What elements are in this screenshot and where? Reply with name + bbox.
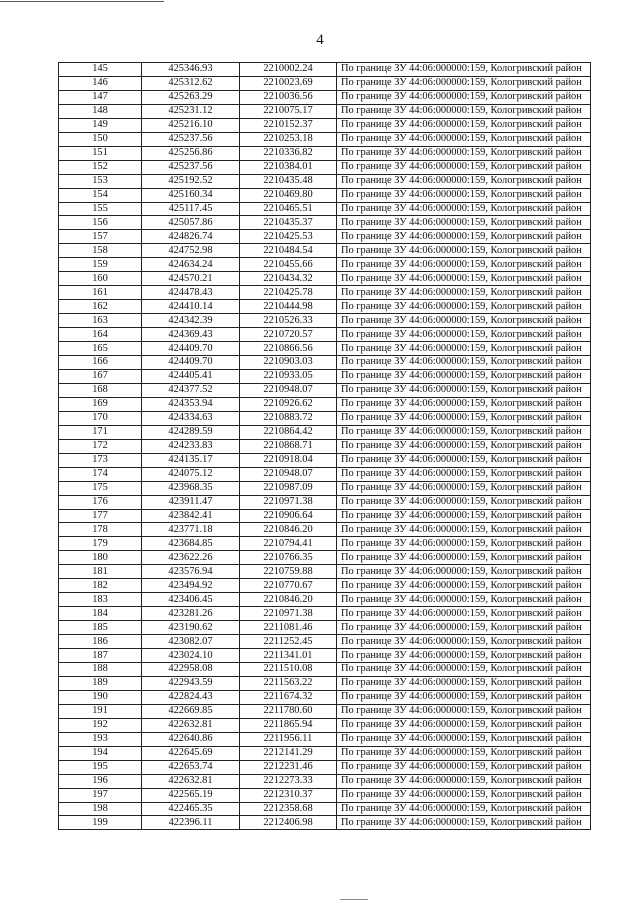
table-row	[59, 244, 591, 258]
x-coordinate-cell: 423281.26	[142, 607, 240, 621]
y-coordinate-cell: 2210918.04	[240, 453, 337, 467]
x-coordinate-cell: 423684.85	[142, 537, 240, 551]
x-coordinate-cell: 424342.39	[142, 314, 240, 328]
table-row	[59, 662, 591, 676]
point-number-cell: 174	[59, 467, 142, 481]
boundary-description-cell: По границе ЗУ 44:06:000000:159, Кологривский район	[337, 523, 591, 537]
boundary-description-cell: По границе ЗУ 44:06:000000:159, Кологривский район	[337, 816, 591, 830]
table-row	[59, 314, 591, 328]
y-coordinate-cell: 2210770.67	[240, 579, 337, 593]
boundary-description-cell: По границе ЗУ 44:06:000000:159, Кологривский район	[337, 509, 591, 523]
x-coordinate-cell: 424289.59	[142, 425, 240, 439]
table-row	[59, 188, 591, 202]
y-coordinate-cell: 2210425.53	[240, 230, 337, 244]
y-coordinate-cell: 2211956.11	[240, 732, 337, 746]
point-number-cell: 167	[59, 369, 142, 383]
point-number-cell: 186	[59, 635, 142, 649]
x-coordinate-cell: 425057.86	[142, 216, 240, 230]
point-number-cell: 159	[59, 258, 142, 272]
point-number-cell: 151	[59, 146, 142, 160]
table-row	[59, 160, 591, 174]
point-number-cell: 196	[59, 774, 142, 788]
y-coordinate-cell: 2211780.60	[240, 704, 337, 718]
boundary-description-cell: По границе ЗУ 44:06:000000:159, Кологривский район	[337, 579, 591, 593]
x-coordinate-cell: 422824.43	[142, 690, 240, 704]
table-row	[59, 676, 591, 690]
table-row	[59, 63, 591, 77]
boundary-description-cell: По границе ЗУ 44:06:000000:159, Кологривский район	[337, 690, 591, 704]
y-coordinate-cell: 2211563.22	[240, 676, 337, 690]
x-coordinate-cell: 422465.35	[142, 802, 240, 816]
boundary-description-cell: По границе ЗУ 44:06:000000:159, Кологривский район	[337, 342, 591, 356]
table-row	[59, 230, 591, 244]
boundary-description-cell: По границе ЗУ 44:06:000000:159, Кологривский район	[337, 649, 591, 663]
boundary-description-cell: По границе ЗУ 44:06:000000:159, Кологривский район	[337, 188, 591, 202]
point-number-cell: 176	[59, 495, 142, 509]
table-row	[59, 397, 591, 411]
x-coordinate-cell: 422669.85	[142, 704, 240, 718]
y-coordinate-cell: 2210036.56	[240, 90, 337, 104]
point-number-cell: 148	[59, 104, 142, 118]
table-row	[59, 328, 591, 342]
y-coordinate-cell: 2212406.98	[240, 816, 337, 830]
table-row	[59, 300, 591, 314]
table-row	[59, 202, 591, 216]
table-row	[59, 593, 591, 607]
x-coordinate-cell: 423968.35	[142, 481, 240, 495]
table-row	[59, 788, 591, 802]
table-row	[59, 746, 591, 760]
table-row	[59, 258, 591, 272]
point-number-cell: 190	[59, 690, 142, 704]
boundary-description-cell: По границе ЗУ 44:06:000000:159, Кологривский район	[337, 383, 591, 397]
y-coordinate-cell: 2210883.72	[240, 411, 337, 425]
y-coordinate-cell: 2210948.07	[240, 383, 337, 397]
boundary-description-cell: По границе ЗУ 44:06:000000:159, Кологривский район	[337, 746, 591, 760]
table-row	[59, 146, 591, 160]
point-number-cell: 170	[59, 411, 142, 425]
x-coordinate-cell: 424135.17	[142, 453, 240, 467]
coordinates-table	[58, 62, 591, 830]
point-number-cell: 180	[59, 551, 142, 565]
table-row	[59, 579, 591, 593]
boundary-description-cell: По границе ЗУ 44:06:000000:159, Кологривский район	[337, 300, 591, 314]
point-number-cell: 152	[59, 160, 142, 174]
table-row	[59, 774, 591, 788]
y-coordinate-cell: 2210948.07	[240, 467, 337, 481]
x-coordinate-cell: 423911.47	[142, 495, 240, 509]
table-row	[59, 565, 591, 579]
table-row	[59, 649, 591, 663]
x-coordinate-cell: 422565.19	[142, 788, 240, 802]
boundary-description-cell: По границе ЗУ 44:06:000000:159, Кологривский район	[337, 621, 591, 635]
boundary-description-cell: По границе ЗУ 44:06:000000:159, Кологривский район	[337, 774, 591, 788]
y-coordinate-cell: 2210435.37	[240, 216, 337, 230]
point-number-cell: 164	[59, 328, 142, 342]
y-coordinate-cell: 2210933.05	[240, 369, 337, 383]
y-coordinate-cell: 2212231.46	[240, 760, 337, 774]
point-number-cell: 185	[59, 621, 142, 635]
x-coordinate-cell: 424570.21	[142, 272, 240, 286]
table-row	[59, 467, 591, 481]
y-coordinate-cell: 2210023.69	[240, 76, 337, 90]
table-row	[59, 495, 591, 509]
y-coordinate-cell: 2212273.33	[240, 774, 337, 788]
table-row	[59, 342, 591, 356]
point-number-cell: 194	[59, 746, 142, 760]
point-number-cell: 157	[59, 230, 142, 244]
y-coordinate-cell: 2211674.32	[240, 690, 337, 704]
boundary-description-cell: По границе ЗУ 44:06:000000:159, Кологривский район	[337, 411, 591, 425]
x-coordinate-cell: 424634.24	[142, 258, 240, 272]
point-number-cell: 197	[59, 788, 142, 802]
table-row	[59, 732, 591, 746]
x-coordinate-cell: 424826.74	[142, 230, 240, 244]
y-coordinate-cell: 2212310.37	[240, 788, 337, 802]
y-coordinate-cell: 2210384.01	[240, 160, 337, 174]
table-row	[59, 132, 591, 146]
boundary-description-cell: По границе ЗУ 44:06:000000:159, Кологривский район	[337, 425, 591, 439]
point-number-cell: 155	[59, 202, 142, 216]
table-row	[59, 216, 591, 230]
table-row	[59, 607, 591, 621]
y-coordinate-cell: 2210766.35	[240, 551, 337, 565]
x-coordinate-cell: 422632.81	[142, 774, 240, 788]
y-coordinate-cell: 2210455.66	[240, 258, 337, 272]
boundary-description-cell: По границе ЗУ 44:06:000000:159, Кологривский район	[337, 230, 591, 244]
table-row	[59, 690, 591, 704]
table-row	[59, 104, 591, 118]
table-row	[59, 509, 591, 523]
x-coordinate-cell: 423842.41	[142, 509, 240, 523]
boundary-description-cell: По границе ЗУ 44:06:000000:159, Кологривский район	[337, 635, 591, 649]
x-coordinate-cell: 423082.07	[142, 635, 240, 649]
x-coordinate-cell: 425237.56	[142, 132, 240, 146]
y-coordinate-cell: 2210002.24	[240, 63, 337, 77]
y-coordinate-cell: 2210434.32	[240, 272, 337, 286]
point-number-cell: 163	[59, 314, 142, 328]
boundary-description-cell: По границе ЗУ 44:06:000000:159, Кологривский район	[337, 788, 591, 802]
x-coordinate-cell: 422958.08	[142, 662, 240, 676]
y-coordinate-cell: 2211252.45	[240, 635, 337, 649]
boundary-description-cell: По границе ЗУ 44:06:000000:159, Кологривский район	[337, 676, 591, 690]
y-coordinate-cell: 2210720.57	[240, 328, 337, 342]
point-number-cell: 169	[59, 397, 142, 411]
point-number-cell: 178	[59, 523, 142, 537]
table-row	[59, 481, 591, 495]
coordinates-table-body	[59, 63, 591, 830]
boundary-description-cell: По границе ЗУ 44:06:000000:159, Кологривский район	[337, 453, 591, 467]
x-coordinate-cell: 425256.86	[142, 146, 240, 160]
boundary-description-cell: По границе ЗУ 44:06:000000:159, Кологривский район	[337, 314, 591, 328]
point-number-cell: 175	[59, 481, 142, 495]
table-row	[59, 704, 591, 718]
table-row	[59, 523, 591, 537]
boundary-description-cell: По границе ЗУ 44:06:000000:159, Кологривский район	[337, 607, 591, 621]
boundary-description-cell: По границе ЗУ 44:06:000000:159, Кологривский район	[337, 286, 591, 300]
y-coordinate-cell: 2210469.80	[240, 188, 337, 202]
boundary-description-cell: По границе ЗУ 44:06:000000:159, Кологривский район	[337, 439, 591, 453]
x-coordinate-cell: 425263.29	[142, 90, 240, 104]
point-number-cell: 145	[59, 63, 142, 77]
x-coordinate-cell: 424410.14	[142, 300, 240, 314]
x-coordinate-cell: 422632.81	[142, 718, 240, 732]
table-row	[59, 286, 591, 300]
y-coordinate-cell: 2212141.29	[240, 746, 337, 760]
y-coordinate-cell: 2210903.03	[240, 356, 337, 370]
y-coordinate-cell: 2210971.38	[240, 607, 337, 621]
table-row	[59, 383, 591, 397]
point-number-cell: 177	[59, 509, 142, 523]
table-row	[59, 90, 591, 104]
y-coordinate-cell: 2212358.68	[240, 802, 337, 816]
x-coordinate-cell: 423494.92	[142, 579, 240, 593]
point-number-cell: 168	[59, 383, 142, 397]
point-number-cell: 150	[59, 132, 142, 146]
boundary-description-cell: По границе ЗУ 44:06:000000:159, Кологривский район	[337, 495, 591, 509]
boundary-description-cell: По границе ЗУ 44:06:000000:159, Кологривский район	[337, 467, 591, 481]
boundary-description-cell: По границе ЗУ 44:06:000000:159, Кологривский район	[337, 76, 591, 90]
y-coordinate-cell: 2210987.09	[240, 481, 337, 495]
y-coordinate-cell: 2210971.38	[240, 495, 337, 509]
x-coordinate-cell: 425237.56	[142, 160, 240, 174]
scan-bottom-mark	[340, 899, 368, 900]
table-row	[59, 411, 591, 425]
x-coordinate-cell: 422396.11	[142, 816, 240, 830]
x-coordinate-cell: 423622.26	[142, 551, 240, 565]
point-number-cell: 171	[59, 425, 142, 439]
point-number-cell: 154	[59, 188, 142, 202]
boundary-description-cell: По границе ЗУ 44:06:000000:159, Кологривский район	[337, 593, 591, 607]
table-row	[59, 760, 591, 774]
x-coordinate-cell: 425117.45	[142, 202, 240, 216]
boundary-description-cell: По границе ЗУ 44:06:000000:159, Кологривский район	[337, 258, 591, 272]
point-number-cell: 181	[59, 565, 142, 579]
point-number-cell: 184	[59, 607, 142, 621]
x-coordinate-cell: 424752.98	[142, 244, 240, 258]
boundary-description-cell: По границе ЗУ 44:06:000000:159, Кологривский район	[337, 662, 591, 676]
boundary-description-cell: По границе ЗУ 44:06:000000:159, Кологривский район	[337, 174, 591, 188]
boundary-description-cell: По границе ЗУ 44:06:000000:159, Кологривский район	[337, 732, 591, 746]
y-coordinate-cell: 2210926.62	[240, 397, 337, 411]
x-coordinate-cell: 425231.12	[142, 104, 240, 118]
boundary-description-cell: По границе ЗУ 44:06:000000:159, Кологривский район	[337, 369, 591, 383]
y-coordinate-cell: 2210152.37	[240, 118, 337, 132]
x-coordinate-cell: 425192.52	[142, 174, 240, 188]
table-row	[59, 453, 591, 467]
y-coordinate-cell: 2210253.18	[240, 132, 337, 146]
scan-edge-line	[0, 1, 164, 2]
boundary-description-cell: По границе ЗУ 44:06:000000:159, Кологривский район	[337, 537, 591, 551]
boundary-description-cell: По границе ЗУ 44:06:000000:159, Кологривский район	[337, 63, 591, 77]
y-coordinate-cell: 2210526.33	[240, 314, 337, 328]
table-row	[59, 635, 591, 649]
x-coordinate-cell: 424405.41	[142, 369, 240, 383]
x-coordinate-cell: 423406.45	[142, 593, 240, 607]
boundary-description-cell: По границе ЗУ 44:06:000000:159, Кологривский район	[337, 481, 591, 495]
point-number-cell: 146	[59, 76, 142, 90]
boundary-description-cell: По границе ЗУ 44:06:000000:159, Кологривский район	[337, 718, 591, 732]
point-number-cell: 193	[59, 732, 142, 746]
point-number-cell: 198	[59, 802, 142, 816]
boundary-description-cell: По границе ЗУ 44:06:000000:159, Кологривский район	[337, 272, 591, 286]
x-coordinate-cell: 424353.94	[142, 397, 240, 411]
y-coordinate-cell: 2210868.71	[240, 439, 337, 453]
x-coordinate-cell: 422943.59	[142, 676, 240, 690]
x-coordinate-cell: 425346.93	[142, 63, 240, 77]
boundary-description-cell: По границе ЗУ 44:06:000000:159, Кологривский район	[337, 202, 591, 216]
x-coordinate-cell: 424409.70	[142, 342, 240, 356]
y-coordinate-cell: 2210435.48	[240, 174, 337, 188]
y-coordinate-cell: 2210465.51	[240, 202, 337, 216]
boundary-description-cell: По границе ЗУ 44:06:000000:159, Кологривский район	[337, 802, 591, 816]
y-coordinate-cell: 2210846.20	[240, 593, 337, 607]
table-row	[59, 621, 591, 635]
x-coordinate-cell: 424075.12	[142, 467, 240, 481]
y-coordinate-cell: 2211341.01	[240, 649, 337, 663]
y-coordinate-cell: 2210075.17	[240, 104, 337, 118]
boundary-description-cell: По границе ЗУ 44:06:000000:159, Кологривский район	[337, 216, 591, 230]
x-coordinate-cell: 425312.62	[142, 76, 240, 90]
x-coordinate-cell: 424369.43	[142, 328, 240, 342]
x-coordinate-cell: 424377.52	[142, 383, 240, 397]
y-coordinate-cell: 2210484.54	[240, 244, 337, 258]
x-coordinate-cell: 424409.70	[142, 356, 240, 370]
x-coordinate-cell: 424233.83	[142, 439, 240, 453]
table-row	[59, 816, 591, 830]
x-coordinate-cell: 422640.86	[142, 732, 240, 746]
y-coordinate-cell: 2210425.78	[240, 286, 337, 300]
y-coordinate-cell: 2210866.56	[240, 342, 337, 356]
table-row	[59, 356, 591, 370]
x-coordinate-cell: 423576.94	[142, 565, 240, 579]
x-coordinate-cell: 424334.63	[142, 411, 240, 425]
point-number-cell: 166	[59, 356, 142, 370]
point-number-cell: 183	[59, 593, 142, 607]
point-number-cell: 179	[59, 537, 142, 551]
point-number-cell: 192	[59, 718, 142, 732]
table-row	[59, 369, 591, 383]
y-coordinate-cell: 2210906.64	[240, 509, 337, 523]
point-number-cell: 162	[59, 300, 142, 314]
x-coordinate-cell: 423190.62	[142, 621, 240, 635]
boundary-description-cell: По границе ЗУ 44:06:000000:159, Кологривский район	[337, 397, 591, 411]
y-coordinate-cell: 2211081.46	[240, 621, 337, 635]
point-number-cell: 147	[59, 90, 142, 104]
boundary-description-cell: По границе ЗУ 44:06:000000:159, Кологривский район	[337, 760, 591, 774]
table-row	[59, 174, 591, 188]
table-row	[59, 802, 591, 816]
point-number-cell: 188	[59, 662, 142, 676]
point-number-cell: 158	[59, 244, 142, 258]
point-number-cell: 160	[59, 272, 142, 286]
boundary-description-cell: По границе ЗУ 44:06:000000:159, Кологривский район	[337, 565, 591, 579]
point-number-cell: 149	[59, 118, 142, 132]
y-coordinate-cell: 2210444.98	[240, 300, 337, 314]
point-number-cell: 173	[59, 453, 142, 467]
boundary-description-cell: По границе ЗУ 44:06:000000:159, Кологривский район	[337, 551, 591, 565]
boundary-description-cell: По границе ЗУ 44:06:000000:159, Кологривский район	[337, 244, 591, 258]
point-number-cell: 189	[59, 676, 142, 690]
point-number-cell: 165	[59, 342, 142, 356]
point-number-cell: 195	[59, 760, 142, 774]
y-coordinate-cell: 2210336.82	[240, 146, 337, 160]
x-coordinate-cell: 424478.43	[142, 286, 240, 300]
table-row	[59, 272, 591, 286]
point-number-cell: 156	[59, 216, 142, 230]
y-coordinate-cell: 2210759.88	[240, 565, 337, 579]
point-number-cell: 199	[59, 816, 142, 830]
boundary-description-cell: По границе ЗУ 44:06:000000:159, Кологривский район	[337, 328, 591, 342]
table-row	[59, 718, 591, 732]
boundary-description-cell: По границе ЗУ 44:06:000000:159, Кологривский район	[337, 146, 591, 160]
boundary-description-cell: По границе ЗУ 44:06:000000:159, Кологривский район	[337, 160, 591, 174]
y-coordinate-cell: 2211510.08	[240, 662, 337, 676]
table-row	[59, 76, 591, 90]
table-row	[59, 537, 591, 551]
boundary-description-cell: По границе ЗУ 44:06:000000:159, Кологривский район	[337, 356, 591, 370]
boundary-description-cell: По границе ЗУ 44:06:000000:159, Кологривский район	[337, 704, 591, 718]
x-coordinate-cell: 422653.74	[142, 760, 240, 774]
x-coordinate-cell: 423024.10	[142, 649, 240, 663]
point-number-cell: 191	[59, 704, 142, 718]
y-coordinate-cell: 2210864.42	[240, 425, 337, 439]
boundary-description-cell: По границе ЗУ 44:06:000000:159, Кологривский район	[337, 132, 591, 146]
page-number: 4	[316, 32, 324, 48]
point-number-cell: 161	[59, 286, 142, 300]
point-number-cell: 153	[59, 174, 142, 188]
x-coordinate-cell: 422645.69	[142, 746, 240, 760]
y-coordinate-cell: 2211865.94	[240, 718, 337, 732]
point-number-cell: 172	[59, 439, 142, 453]
x-coordinate-cell: 425216.10	[142, 118, 240, 132]
point-number-cell: 182	[59, 579, 142, 593]
y-coordinate-cell: 2210846.20	[240, 523, 337, 537]
table-row	[59, 551, 591, 565]
table-row	[59, 425, 591, 439]
y-coordinate-cell: 2210794.41	[240, 537, 337, 551]
boundary-description-cell: По границе ЗУ 44:06:000000:159, Кологривский район	[337, 118, 591, 132]
boundary-description-cell: По границе ЗУ 44:06:000000:159, Кологривский район	[337, 104, 591, 118]
x-coordinate-cell: 423771.18	[142, 523, 240, 537]
x-coordinate-cell: 425160.34	[142, 188, 240, 202]
table-row	[59, 118, 591, 132]
boundary-description-cell: По границе ЗУ 44:06:000000:159, Кологривский район	[337, 90, 591, 104]
point-number-cell: 187	[59, 649, 142, 663]
table-row	[59, 439, 591, 453]
